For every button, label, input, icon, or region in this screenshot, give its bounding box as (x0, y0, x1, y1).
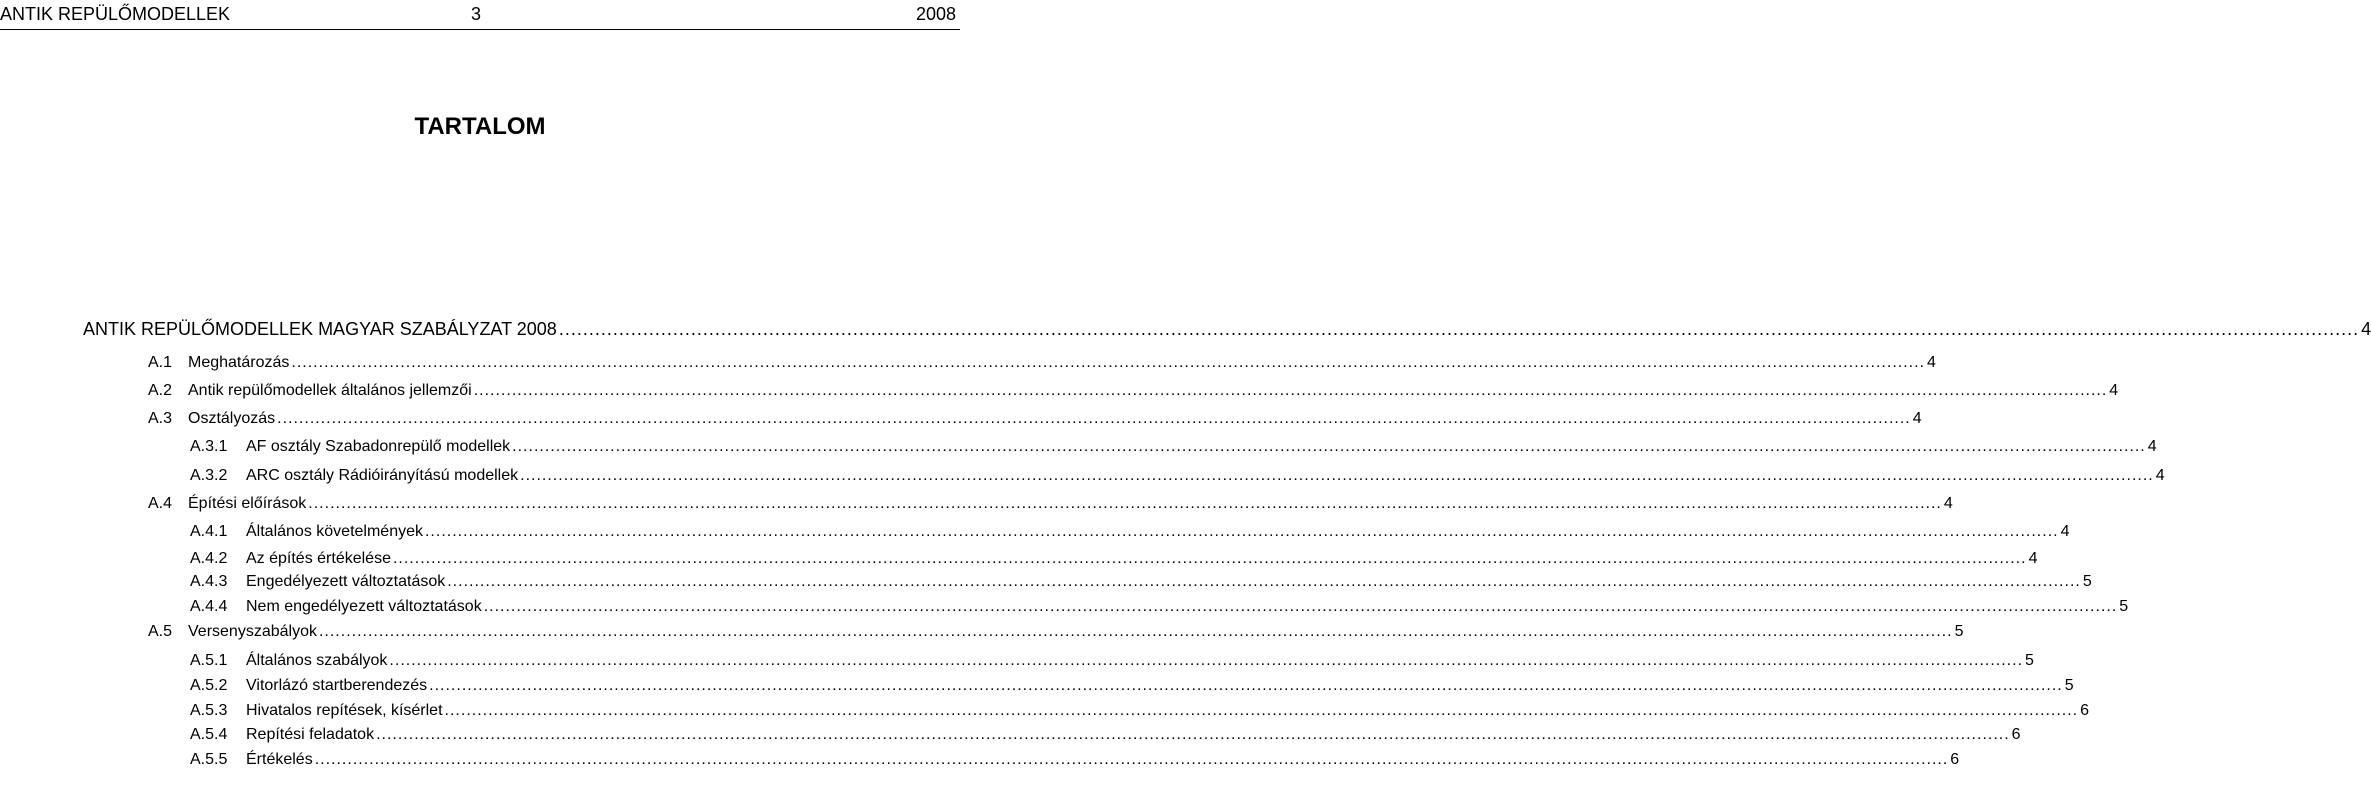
toc-entry[interactable] (190, 701, 2090, 721)
toc-entry-label: Meghatározás (188, 354, 290, 371)
toc-entry[interactable] (148, 353, 1936, 373)
toc-entry[interactable] (190, 676, 2074, 696)
toc-leader-dots: ............................................................................................................................................................................................................................................................................................................ (308, 495, 1942, 512)
toc-entry[interactable] (190, 437, 2157, 457)
toc-entry-label: Antik repülőmodellek általános jellemzői (188, 382, 472, 399)
toc-entry-number: A.5.4 (190, 726, 228, 743)
toc-entry-label: Értékelés (246, 751, 313, 768)
toc-entry-page: 4 (1912, 410, 1922, 427)
toc-entry-number: A.4 (148, 495, 173, 512)
toc-entry-label: Hivatalos repítések, kísérlet (246, 702, 443, 719)
toc-entry[interactable] (148, 409, 1922, 429)
toc-entry[interactable] (148, 494, 1953, 514)
toc-leader-dots: ............................................................................................................................................................................................................................................................................................................ (314, 751, 1949, 768)
toc-entry[interactable] (190, 466, 2165, 486)
toc-entry-label: Általános követelmények (246, 523, 423, 540)
toc-entry-label: Nem engedélyezett változtatások (246, 598, 482, 615)
page-header (0, 0, 960, 30)
toc-entry-page: 5 (2082, 573, 2092, 590)
toc-entry-number: A.3 (148, 410, 173, 427)
toc-entry-number: A.4.2 (190, 550, 228, 567)
toc-entry-number: A.5.2 (190, 677, 228, 694)
toc-entry[interactable] (148, 381, 2119, 401)
toc-entry-page: 4 (2147, 438, 2157, 455)
toc-entry-label: ARC osztály Rádióirányítású modellek (246, 467, 519, 484)
toc-leader-dots: ............................................................................................................................................................................................................................................................................................................ (520, 467, 2154, 484)
toc-entry[interactable] (190, 549, 2038, 569)
toc-leader-dots: ............................................................................................................................................................................................................................................................................................................ (558, 319, 2360, 339)
toc-entry-label: Vitorlázó startberendezés (246, 677, 428, 694)
toc-leader-dots: ............................................................................................................................................................................................................................................................................................................ (389, 652, 2024, 669)
toc-entry[interactable] (83, 318, 2371, 340)
toc-entry-label: Az építés értékelése (246, 550, 391, 567)
toc-entry-number: A.5 (148, 623, 173, 640)
toc-entry-number: A.4.1 (190, 523, 228, 540)
toc-entry[interactable] (190, 651, 2034, 671)
toc-entry-number: A.4.4 (190, 598, 228, 615)
toc-entry-page: 6 (2080, 702, 2090, 719)
toc-leader-dots: ............................................................................................................................................................................................................................................................................................................ (429, 677, 2063, 694)
toc-entry-label: Engedélyezett változtatások (246, 573, 446, 590)
toc-entry-label: Osztályozás (188, 410, 276, 427)
toc-entry-page: 4 (1943, 495, 1953, 512)
toc-entry[interactable] (190, 572, 2092, 592)
toc-entry-page: 4 (2109, 382, 2119, 399)
toc-entry-page: 5 (2119, 598, 2129, 615)
toc-entry-page: 4 (2155, 467, 2165, 484)
toc-entry-number: A.4.3 (190, 573, 228, 590)
toc-entry[interactable] (190, 725, 2021, 745)
toc-leader-dots: ............................................................................................................................................................................................................................................................................................................ (318, 623, 1953, 640)
toc-leader-dots: ............................................................................................................................................................................................................................................................................................................ (376, 726, 2010, 743)
toc-entry[interactable] (190, 522, 2070, 542)
toc-entry-number: A.1 (148, 354, 173, 371)
toc-entry-page: 4 (2361, 319, 2371, 339)
toc-leader-dots: ............................................................................................................................................................................................................................................................................................................ (424, 523, 2059, 540)
toc-entry[interactable] (190, 597, 2129, 617)
toc-leader-dots: ............................................................................................................................................................................................................................................................................................................ (473, 382, 2108, 399)
toc-entry-number: A.5.3 (190, 702, 228, 719)
toc-entry-page: 5 (1954, 623, 1964, 640)
toc-entry-number: A.5.1 (190, 652, 228, 669)
toc-entry-page: 6 (1950, 751, 1960, 768)
header-page-number: 3 (471, 4, 482, 24)
header-left-title: ANTIK REPÜLŐMODELLEK (0, 4, 231, 24)
toc-entry-label: Versenyszabályok (188, 623, 317, 640)
toc-entry-page: 4 (1926, 354, 1936, 371)
toc-entry-label: AF osztály Szabadonrepülő modellek (246, 438, 511, 455)
toc-leader-dots: ............................................................................................................................................................................................................................................................................................................ (483, 598, 2118, 615)
header-year: 2008 (915, 4, 956, 24)
toc-entry-label: ANTIK REPÜLŐMODELLEK MAGYAR SZABÁLYZAT 2008 (83, 319, 557, 339)
toc-leader-dots: ............................................................................................................................................................................................................................................................................................................ (447, 573, 2081, 590)
toc-leader-dots: ............................................................................................................................................................................................................................................................................................................ (392, 550, 2027, 567)
toc-leader-dots: ............................................................................................................................................................................................................................................................................................................ (444, 702, 2079, 719)
toc-entry-page: 4 (2028, 550, 2038, 567)
toc-leader-dots: ............................................................................................................................................................................................................................................................................................................ (512, 438, 2146, 455)
toc-entry-label: Építési előírások (188, 495, 307, 512)
toc-entry-label: Repítési feladatok (246, 726, 375, 743)
toc-entry-number: A.3.1 (190, 438, 228, 455)
toc-leader-dots: ............................................................................................................................................................................................................................................................................................................ (277, 410, 1911, 427)
toc-entry-number: A.3.2 (190, 467, 228, 484)
toc-title: TARTALOM (414, 113, 546, 140)
toc-entry-page: 4 (2060, 523, 2070, 540)
toc-entry[interactable] (190, 750, 1960, 770)
toc-entry-page: 5 (2025, 652, 2034, 669)
toc-entry-number: A.2 (148, 382, 173, 399)
toc-entry-page: 6 (2011, 726, 2021, 743)
toc-entry[interactable] (148, 622, 1964, 642)
toc-leader-dots: ............................................................................................................................................................................................................................................................................................................ (291, 354, 1925, 371)
toc-entry-label: Általános szabályok (246, 652, 388, 669)
toc-entry-number: A.5.5 (190, 751, 228, 768)
toc-entry-page: 5 (2064, 677, 2074, 694)
